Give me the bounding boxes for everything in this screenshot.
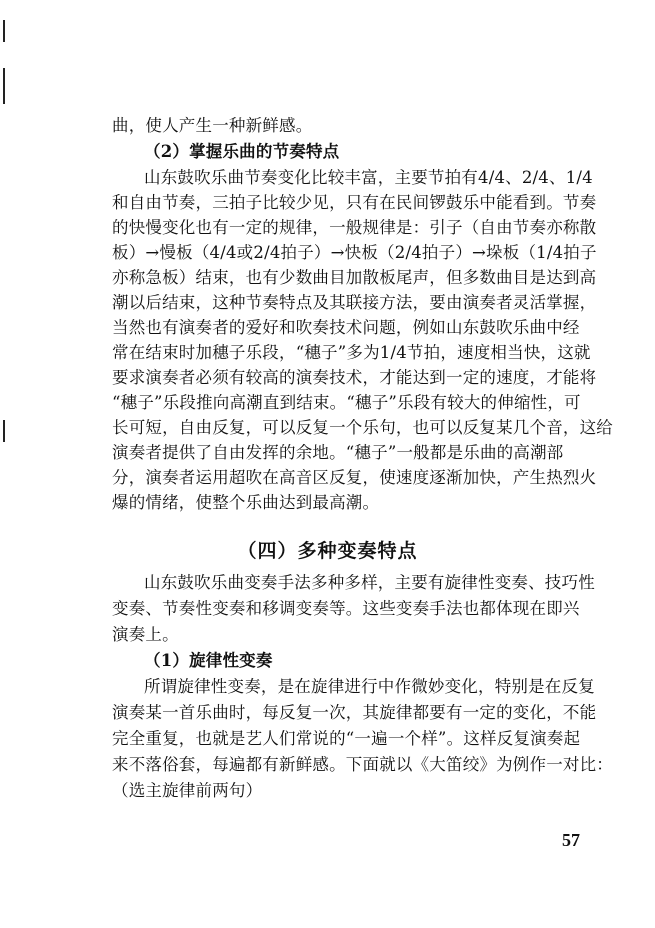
page-number: 57	[562, 830, 580, 850]
text-line: 曲，使人产生一种新鲜感。	[112, 116, 313, 135]
text-line: 来不落俗套，每遍都有新鲜感。下面就以《大笛绞》为例作一对比：	[112, 755, 613, 774]
text-line: “穗子”乐段推向高潮直到结束。“穗子”乐段有较大的伸缩性，可	[112, 393, 581, 412]
text-line: 亦称急板）结束，也有少数曲目加散板尾声，但多数曲目是达到高	[112, 268, 597, 287]
subheading-melodic: （1）旋律性变奏	[144, 651, 273, 670]
text-line: 完全重复，也就是艺人们常说的“一遍一个样”。这样反复演奏起	[112, 729, 581, 748]
binding-mark	[3, 20, 5, 42]
text-line: 长可短，自由反复，可以反复一个乐句，也可以反复某几个音，这给	[112, 418, 613, 437]
text-line: 山东鼓吹乐曲节奏变化比较丰富，主要节拍有4/4、2/4、1/4	[144, 168, 593, 187]
text-line: 变奏、节奏性变奏和移调变奏等。这些变奏手法也都体现在即兴	[112, 599, 580, 618]
binding-mark	[3, 420, 5, 442]
subheading-rhythm: （2）掌握乐曲的节奏特点	[144, 142, 340, 161]
text-line: 演奏上。	[112, 625, 179, 644]
text-line: 演奏者提供了自由发挥的余地。“穗子”一般都是乐曲的高潮部	[112, 443, 564, 462]
text-line: 演奏某一首乐曲时，每反复一次，其旋律都要有一定的变化，不能	[112, 703, 597, 722]
text-line: （选主旋律前两句）	[112, 781, 263, 800]
binding-mark	[3, 68, 5, 104]
text-line: 常在结束时加穗子乐段，“穗子”多为1/4节拍，速度相当快，这就	[112, 343, 591, 362]
text-line: 所谓旋律性变奏，是在旋律进行中作微妙变化，特别是在反复	[144, 677, 595, 696]
text-line: 潮以后结束，这种节奏特点及其联接方法，要由演奏者灵活掌握，	[112, 293, 597, 312]
text-line: 板）→慢板（4/4或2/4拍子）→快板（2/4拍子）→垛板（1/4拍子	[112, 243, 597, 262]
text-line: 分，演奏者运用超吹在高音区反复，使速度逐渐加快，产生热烈火	[112, 468, 597, 487]
text-line: 山东鼓吹乐曲变奏手法多种多样，主要有旋律性变奏、技巧性	[144, 573, 595, 592]
text-line: 和自由节奏，三拍子比较少见，只有在民间锣鼓乐中能看到。节奏	[112, 193, 597, 212]
text-line: 爆的情绪，使整个乐曲达到最高潮。	[112, 493, 380, 512]
text-line: 当然也有演奏者的爱好和吹奏技术问题，例如山东鼓吹乐曲中经	[112, 318, 580, 337]
section-title: （四）多种变奏特点	[237, 540, 418, 562]
text-line: 的快慢变化也有一定的规律，一般规律是：引子（自由节奏亦称散	[112, 218, 597, 237]
text-line: 要求演奏者必须有较高的演奏技术，才能达到一定的速度，才能将	[112, 368, 597, 387]
